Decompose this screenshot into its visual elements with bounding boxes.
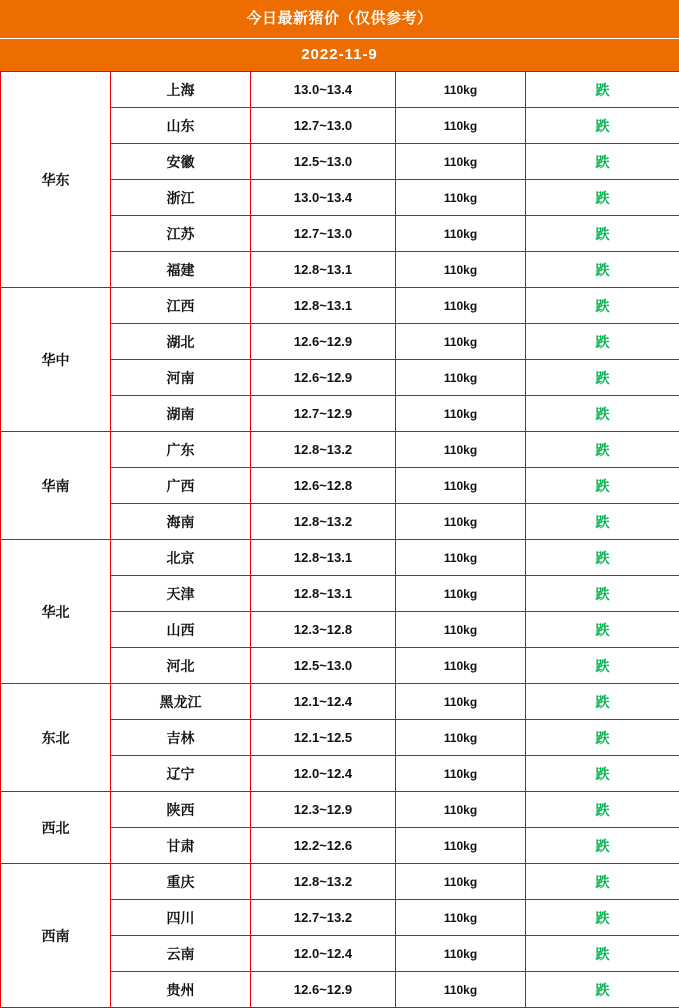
province-cell: 甘肃 <box>111 828 251 864</box>
trend-cell: 跌 <box>526 576 679 612</box>
region-cell: 西南 <box>1 864 111 1008</box>
price-cell: 12.8~13.2 <box>251 432 396 468</box>
weight-cell: 110kg <box>396 504 526 540</box>
trend-cell: 跌 <box>526 612 679 648</box>
weight-cell: 110kg <box>396 468 526 504</box>
province-cell: 吉林 <box>111 720 251 756</box>
table-row <box>1 792 679 828</box>
province-cell: 湖北 <box>111 324 251 360</box>
price-cell: 12.3~12.8 <box>251 612 396 648</box>
table-row <box>1 72 679 108</box>
page-title: 今日最新猪价（仅供参考） <box>0 0 679 38</box>
weight-cell: 110kg <box>396 432 526 468</box>
price-cell: 12.8~13.1 <box>251 540 396 576</box>
weight-cell: 110kg <box>396 144 526 180</box>
weight-cell: 110kg <box>396 540 526 576</box>
weight-cell: 110kg <box>396 252 526 288</box>
trend-cell: 跌 <box>526 468 679 504</box>
region-cell: 东北 <box>1 684 111 792</box>
weight-cell: 110kg <box>396 648 526 684</box>
weight-cell: 110kg <box>396 216 526 252</box>
province-cell: 安徽 <box>111 144 251 180</box>
region-cell: 华中 <box>1 288 111 432</box>
province-cell: 广西 <box>111 468 251 504</box>
weight-cell: 110kg <box>396 576 526 612</box>
price-cell: 12.5~13.0 <box>251 144 396 180</box>
trend-cell: 跌 <box>526 144 679 180</box>
trend-cell: 跌 <box>526 756 679 792</box>
trend-cell: 跌 <box>526 792 679 828</box>
price-cell: 12.0~12.4 <box>251 756 396 792</box>
price-cell: 12.8~13.2 <box>251 504 396 540</box>
weight-cell: 110kg <box>396 324 526 360</box>
weight-cell: 110kg <box>396 720 526 756</box>
trend-cell: 跌 <box>526 72 679 108</box>
table-row <box>1 288 679 324</box>
trend-cell: 跌 <box>526 324 679 360</box>
province-cell: 广东 <box>111 432 251 468</box>
price-cell: 12.7~13.0 <box>251 216 396 252</box>
price-cell: 12.5~13.0 <box>251 648 396 684</box>
weight-cell: 110kg <box>396 972 526 1008</box>
trend-cell: 跌 <box>526 360 679 396</box>
province-cell: 福建 <box>111 252 251 288</box>
price-cell: 12.8~13.2 <box>251 864 396 900</box>
trend-cell: 跌 <box>526 396 679 432</box>
province-cell: 江苏 <box>111 216 251 252</box>
weight-cell: 110kg <box>396 936 526 972</box>
province-cell: 山东 <box>111 108 251 144</box>
weight-cell: 110kg <box>396 396 526 432</box>
price-cell: 12.8~13.1 <box>251 576 396 612</box>
price-table <box>0 71 679 1008</box>
price-table-body <box>1 72 679 1008</box>
weight-cell: 110kg <box>396 288 526 324</box>
weight-cell: 110kg <box>396 756 526 792</box>
price-cell: 12.0~12.4 <box>251 936 396 972</box>
price-cell: 12.6~12.9 <box>251 972 396 1008</box>
price-cell: 13.0~13.4 <box>251 180 396 216</box>
table-row <box>1 540 679 576</box>
price-cell: 12.6~12.9 <box>251 360 396 396</box>
province-cell: 海南 <box>111 504 251 540</box>
province-cell: 河南 <box>111 360 251 396</box>
trend-cell: 跌 <box>526 180 679 216</box>
table-row <box>1 684 679 720</box>
price-cell: 12.6~12.8 <box>251 468 396 504</box>
trend-cell: 跌 <box>526 288 679 324</box>
trend-cell: 跌 <box>526 216 679 252</box>
price-cell: 12.8~13.1 <box>251 288 396 324</box>
region-cell: 华南 <box>1 432 111 540</box>
weight-cell: 110kg <box>396 864 526 900</box>
trend-cell: 跌 <box>526 936 679 972</box>
province-cell: 四川 <box>111 900 251 936</box>
price-cell: 12.7~13.0 <box>251 108 396 144</box>
weight-cell: 110kg <box>396 900 526 936</box>
weight-cell: 110kg <box>396 792 526 828</box>
trend-cell: 跌 <box>526 900 679 936</box>
weight-cell: 110kg <box>396 360 526 396</box>
trend-cell: 跌 <box>526 972 679 1008</box>
province-cell: 山西 <box>111 612 251 648</box>
weight-cell: 110kg <box>396 684 526 720</box>
price-cell: 12.1~12.5 <box>251 720 396 756</box>
weight-cell: 110kg <box>396 72 526 108</box>
weight-cell: 110kg <box>396 828 526 864</box>
trend-cell: 跌 <box>526 108 679 144</box>
province-cell: 天津 <box>111 576 251 612</box>
price-cell: 12.3~12.9 <box>251 792 396 828</box>
price-cell: 12.8~13.1 <box>251 252 396 288</box>
province-cell: 贵州 <box>111 972 251 1008</box>
province-cell: 辽宁 <box>111 756 251 792</box>
province-cell: 浙江 <box>111 180 251 216</box>
trend-cell: 跌 <box>526 828 679 864</box>
price-cell: 12.2~12.6 <box>251 828 396 864</box>
trend-cell: 跌 <box>526 252 679 288</box>
region-cell: 华北 <box>1 540 111 684</box>
province-cell: 云南 <box>111 936 251 972</box>
trend-cell: 跌 <box>526 540 679 576</box>
weight-cell: 110kg <box>396 180 526 216</box>
province-cell: 上海 <box>111 72 251 108</box>
province-cell: 黑龙江 <box>111 684 251 720</box>
trend-cell: 跌 <box>526 432 679 468</box>
table-row <box>1 864 679 900</box>
weight-cell: 110kg <box>396 108 526 144</box>
province-cell: 重庆 <box>111 864 251 900</box>
table-row <box>1 432 679 468</box>
price-cell: 13.0~13.4 <box>251 72 396 108</box>
price-cell: 12.6~12.9 <box>251 324 396 360</box>
trend-cell: 跌 <box>526 720 679 756</box>
province-cell: 河北 <box>111 648 251 684</box>
price-cell: 12.7~12.9 <box>251 396 396 432</box>
trend-cell: 跌 <box>526 864 679 900</box>
trend-cell: 跌 <box>526 648 679 684</box>
weight-cell: 110kg <box>396 612 526 648</box>
province-cell: 江西 <box>111 288 251 324</box>
date-label: 2022-11-9 <box>0 38 679 71</box>
province-cell: 陕西 <box>111 792 251 828</box>
region-cell: 西北 <box>1 792 111 864</box>
trend-cell: 跌 <box>526 684 679 720</box>
price-cell: 12.1~12.4 <box>251 684 396 720</box>
price-cell: 12.7~13.2 <box>251 900 396 936</box>
region-cell: 华东 <box>1 72 111 288</box>
trend-cell: 跌 <box>526 504 679 540</box>
province-cell: 湖南 <box>111 396 251 432</box>
province-cell: 北京 <box>111 540 251 576</box>
